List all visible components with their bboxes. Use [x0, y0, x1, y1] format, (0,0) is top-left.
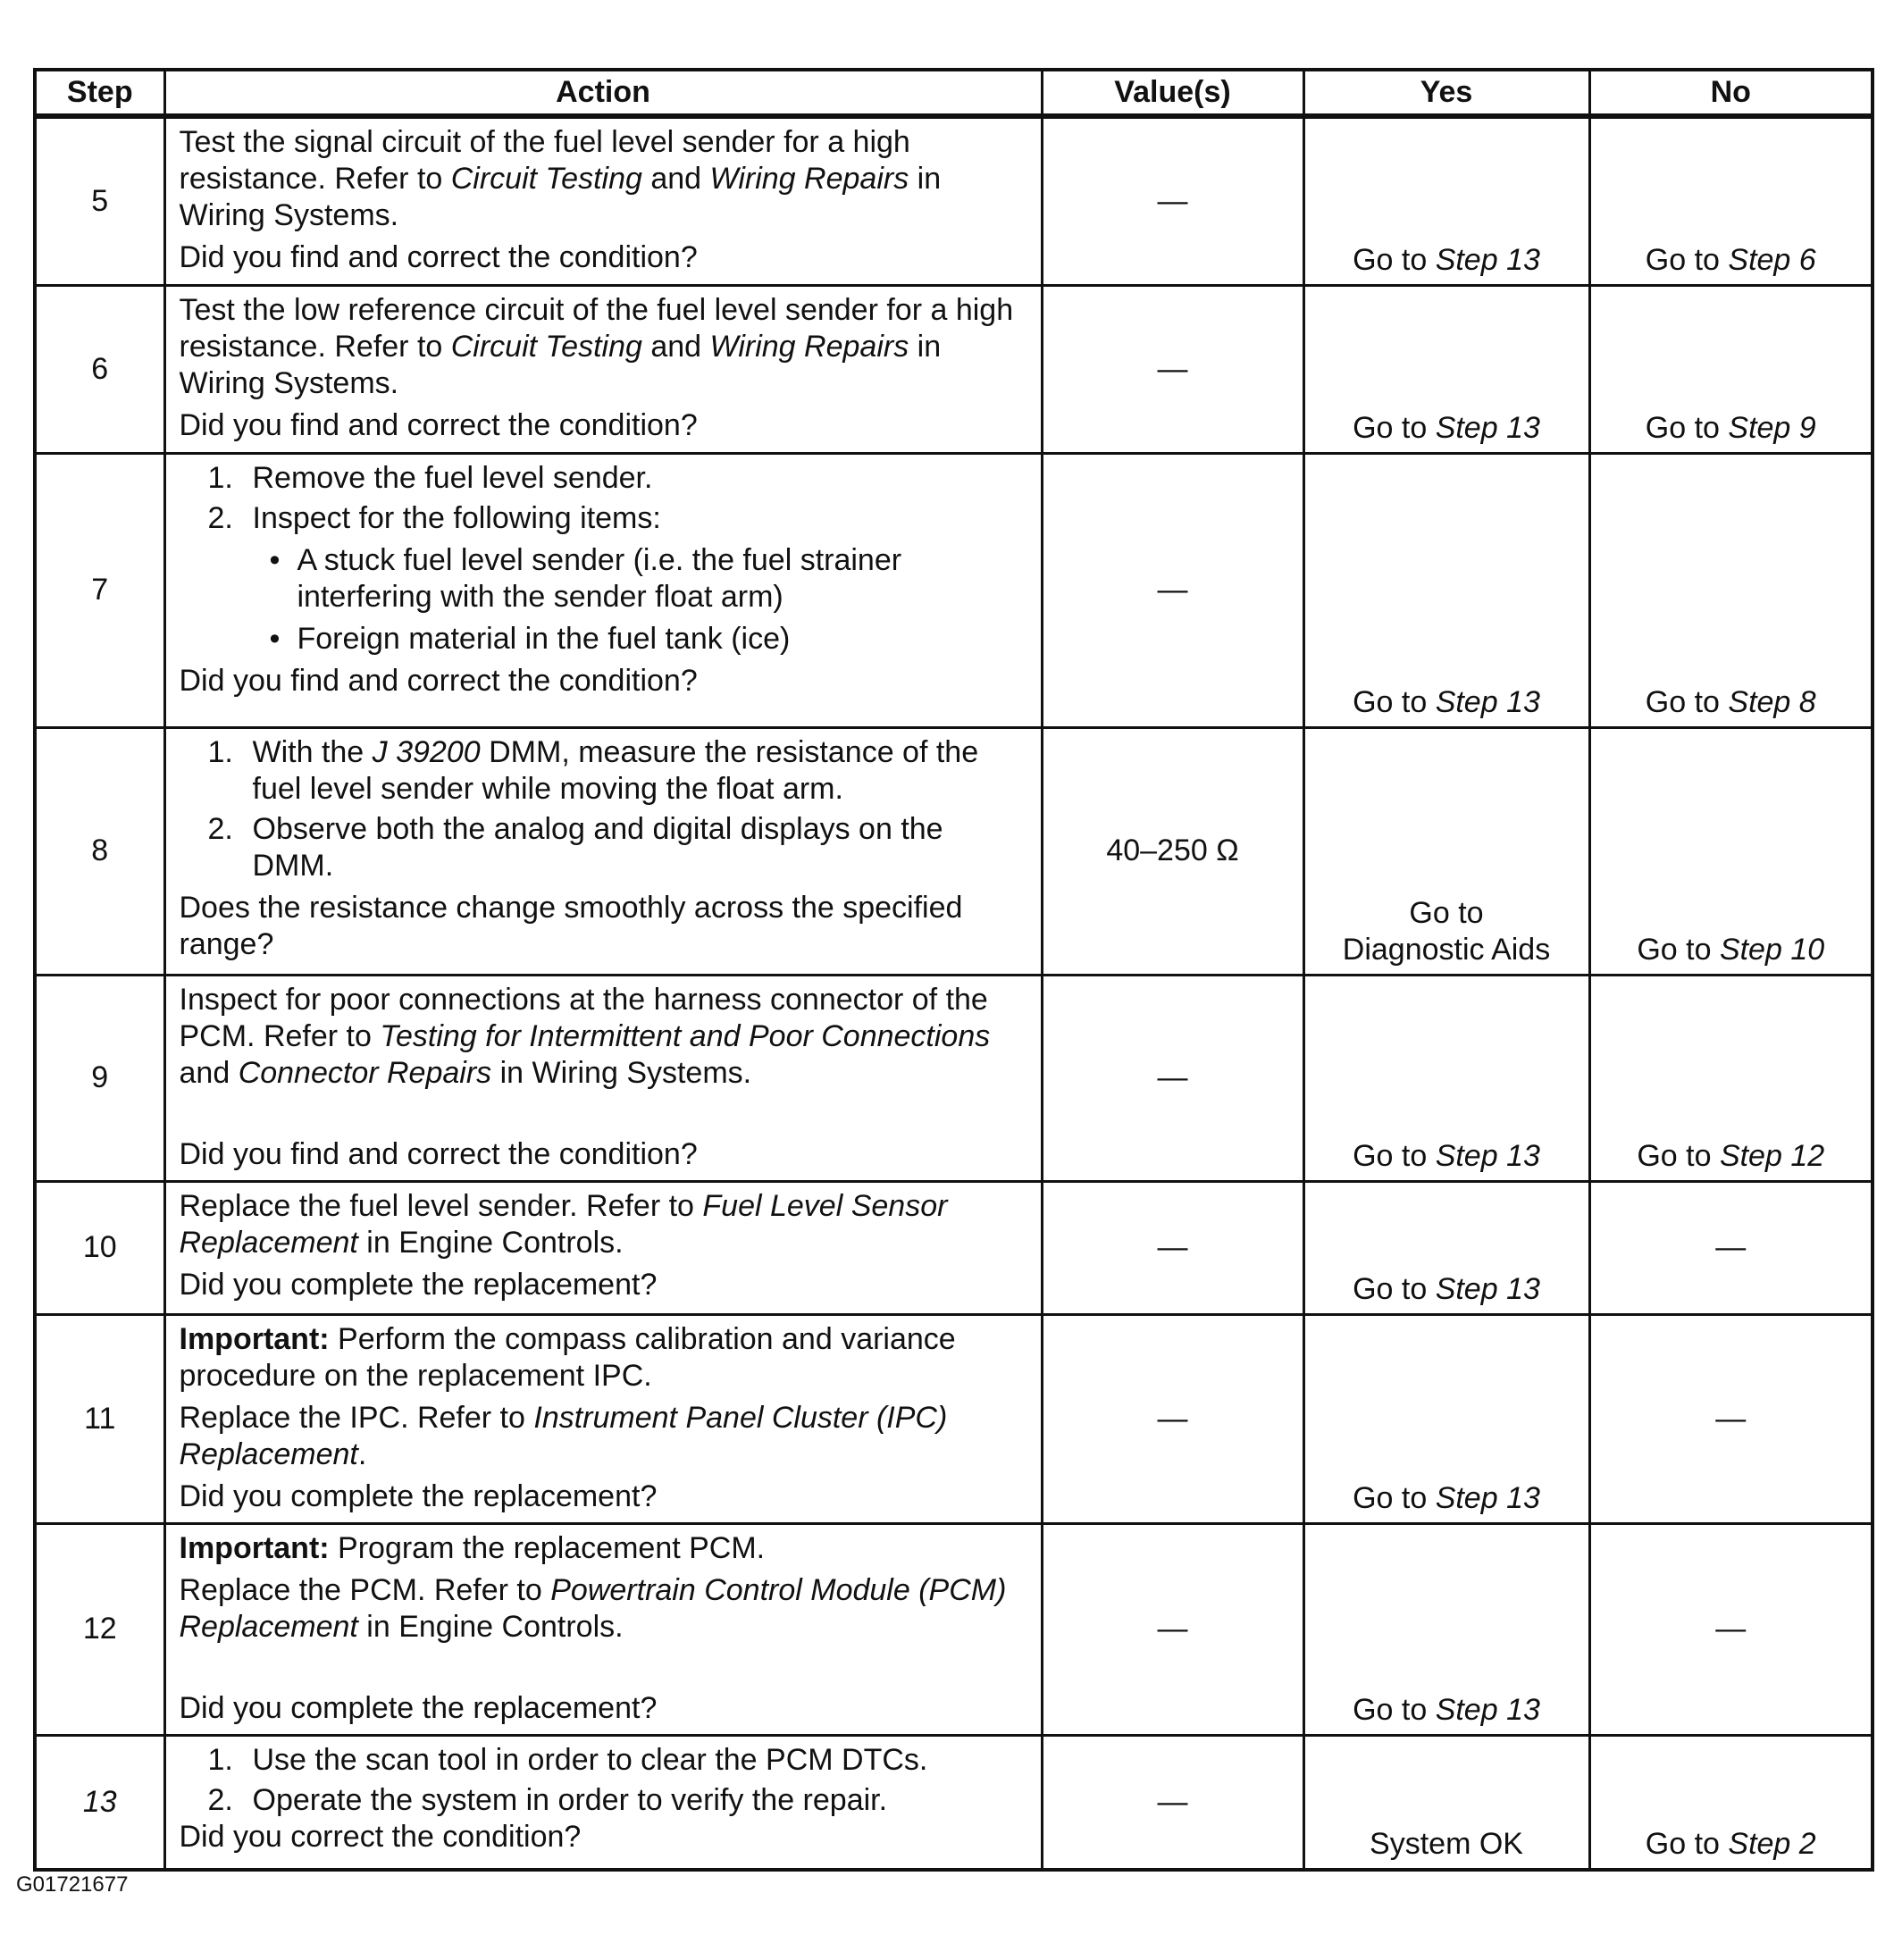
no-cell: Go to Step 8 — [1589, 453, 1873, 727]
reference-link[interactable]: Circuit Testing — [450, 162, 642, 196]
no-cell: — — [1589, 1314, 1873, 1523]
action-question: Did you complete the replacement? — [179, 1690, 658, 1725]
numbered-item: 2. Inspect for the following items: — [207, 500, 661, 535]
yes-cell: Go to Step 13 — [1303, 975, 1589, 1181]
yes-cell: Go to Step 13 — [1303, 1181, 1589, 1314]
header-yes: Yes — [1303, 70, 1589, 116]
bullet-item: • Foreign material in the fuel tank (ice) — [269, 621, 791, 656]
yes-cell: System OK — [1303, 1735, 1589, 1870]
step-link[interactable]: Step 6 — [1728, 242, 1816, 277]
value-cell: — — [1042, 285, 1303, 453]
reference-link[interactable]: Testing for Intermittent and Poor Connections — [380, 1018, 991, 1053]
action-question: Did you find and correct the condition? — [179, 1136, 698, 1171]
diagnostic-table — [33, 68, 1874, 1872]
table-row — [35, 727, 1873, 975]
bullet-icon: • — [269, 542, 281, 577]
bullet-item: • A stuck fuel level sender (i.e. the fuel strainer interfering with the sender float arm) — [269, 542, 902, 614]
header-step: Step — [35, 70, 164, 116]
step-link[interactable]: Step 13 — [1435, 242, 1540, 277]
action-cell — [164, 1735, 1042, 1870]
value-cell: — — [1042, 1314, 1303, 1523]
step-link[interactable]: Step 13 — [1435, 1138, 1540, 1173]
header-row — [35, 70, 1873, 116]
reference-link[interactable]: Powertrain Control Module (PCM) Replacement — [179, 1572, 1007, 1644]
table-row — [35, 1314, 1873, 1523]
step-number: 9 — [35, 975, 164, 1181]
value-cell: — — [1042, 116, 1303, 285]
action-text: Inspect for poor connections at the harness connector of the PCM. Refer to Testing for Intermittent and Poor Connections and Connector Repairs in Wiring Systems. — [179, 982, 991, 1090]
step-link[interactable]: Step 13 — [1435, 1692, 1540, 1727]
step-link[interactable]: Step 13 — [1435, 684, 1540, 719]
step-link[interactable]: Step 10 — [1719, 932, 1825, 967]
no-cell: — — [1589, 1181, 1873, 1314]
action-cell — [164, 1523, 1042, 1735]
value-cell: — — [1042, 1523, 1303, 1735]
action-cell — [164, 1181, 1042, 1314]
action-text: Replace the PCM. Refer to Powertrain Control Module (PCM) Replacement in Engine Controls. — [179, 1572, 1007, 1644]
reference-link[interactable]: Connector Repairs — [238, 1055, 492, 1090]
step-number: 8 — [35, 727, 164, 975]
numbered-item: 2. Operate the system in order to verify the repair. — [207, 1782, 888, 1817]
table-row — [35, 1181, 1873, 1314]
no-cell: Go to Step 2 — [1589, 1735, 1873, 1870]
table-row — [35, 1735, 1873, 1870]
step-link[interactable]: Step 12 — [1719, 1138, 1825, 1173]
diagnostic-aids-link[interactable]: Diagnostic Aids — [1342, 932, 1551, 967]
yes-cell: Go to Step 13 — [1303, 116, 1589, 285]
step-link[interactable]: Step 13 — [1435, 1271, 1540, 1306]
no-cell: — — [1589, 1523, 1873, 1735]
tool-reference: J 39200 — [372, 734, 481, 769]
action-question: Did you complete the replacement? — [179, 1478, 658, 1513]
action-cell — [164, 285, 1042, 453]
table-row — [35, 975, 1873, 1181]
action-text: Replace the IPC. Refer to Instrument Panel Cluster (IPC) Replacement. — [179, 1400, 948, 1471]
reference-link[interactable]: Circuit Testing — [450, 329, 642, 364]
value-cell: — — [1042, 1181, 1303, 1314]
header-action: Action — [164, 70, 1042, 116]
step-link[interactable]: Step 2 — [1728, 1827, 1816, 1861]
yes-cell: Go to Step 13 — [1303, 1314, 1589, 1523]
step-number: 6 — [35, 285, 164, 453]
action-question: Does the resistance change smoothly across the specified range? — [179, 890, 963, 961]
action-cell — [164, 1314, 1042, 1523]
action-question: Did you find and correct the condition? — [179, 663, 698, 698]
step-number: 5 — [35, 116, 164, 285]
no-cell: Go to Step 10 — [1589, 727, 1873, 975]
action-cell — [164, 453, 1042, 727]
spacer — [180, 1646, 1025, 1685]
reference-link[interactable]: Instrument Panel Cluster (IPC) Replacement — [179, 1400, 948, 1471]
figure-id: G01721677 — [16, 1872, 129, 1897]
yes-cell: Go to Diagnostic Aids — [1303, 727, 1589, 975]
action-question: Did you find and correct the condition? — [179, 240, 698, 274]
table-row — [35, 453, 1873, 727]
no-cell: Go to Step 9 — [1589, 285, 1873, 453]
important-note: Important: Program the replacement PCM. — [179, 1530, 766, 1565]
step-number: 7 — [35, 453, 164, 727]
action-question: Did you find and correct the condition? — [179, 407, 698, 442]
no-cell: Go to Step 12 — [1589, 975, 1873, 1181]
reference-link[interactable]: Wiring Repairs — [709, 162, 909, 196]
reference-link[interactable]: Wiring Repairs — [709, 329, 909, 364]
yes-cell: Go to Step 13 — [1303, 453, 1589, 727]
table-row — [35, 285, 1873, 453]
table-row — [35, 1523, 1873, 1735]
numbered-item: 1. Use the scan tool in order to clear the PCM DTCs. — [207, 1742, 928, 1777]
spacer — [180, 1092, 1025, 1131]
step-number: 11 — [35, 1314, 164, 1523]
value-cell: — — [1042, 1735, 1303, 1870]
action-cell — [164, 975, 1042, 1181]
step-link[interactable]: Step 9 — [1728, 410, 1816, 445]
action-text: Test the signal circuit of the fuel level sender for a high resistance. Refer to Circuit Testing and Wiring Repairs in Wiring Systems. — [179, 125, 942, 232]
action-cell — [164, 116, 1042, 285]
important-note: Important: Perform the compass calibration and variance procedure on the replacement IPC. — [179, 1321, 956, 1393]
yes-cell: Go to Step 13 — [1303, 285, 1589, 453]
step-link[interactable]: Step 13 — [1435, 410, 1540, 445]
yes-cell: Go to Step 13 — [1303, 1523, 1589, 1735]
no-cell: Go to Step 6 — [1589, 116, 1873, 285]
numbered-item: 2. Observe both the analog and digital displays on the DMM. — [207, 811, 943, 883]
step-link[interactable]: Step 8 — [1728, 684, 1816, 719]
step-link[interactable]: Step 13 — [1435, 1480, 1540, 1515]
step-number: 13 — [35, 1735, 164, 1870]
value-cell: — — [1042, 453, 1303, 727]
numbered-item: 1. Remove the fuel level sender. — [207, 460, 653, 495]
action-text: Test the low reference circuit of the fuel level sender for a high resistance. Refer to Circuit Testing and Wiring Repairs in Wiring Systems. — [179, 292, 1014, 400]
value-cell: 40–250 Ω — [1042, 727, 1303, 975]
header-values: Value(s) — [1042, 70, 1303, 116]
step-number: 10 — [35, 1181, 164, 1314]
value-cell: — — [1042, 975, 1303, 1181]
header-no: No — [1589, 70, 1873, 116]
step-number: 12 — [35, 1523, 164, 1735]
action-question: Did you correct the condition? — [179, 1819, 582, 1854]
action-text: Replace the fuel level sender. Refer to Fuel Level Sensor Replacement in Engine Controls. — [179, 1188, 948, 1260]
reference-link[interactable]: Fuel Level Sensor Replacement — [179, 1188, 948, 1260]
action-cell — [164, 727, 1042, 975]
table-row — [35, 116, 1873, 285]
bullet-icon: • — [269, 621, 281, 656]
numbered-item: 1. With the J 39200 DMM, measure the resistance of the fuel level sender while moving the float arm. — [207, 734, 979, 806]
action-question: Did you complete the replacement? — [179, 1267, 658, 1302]
